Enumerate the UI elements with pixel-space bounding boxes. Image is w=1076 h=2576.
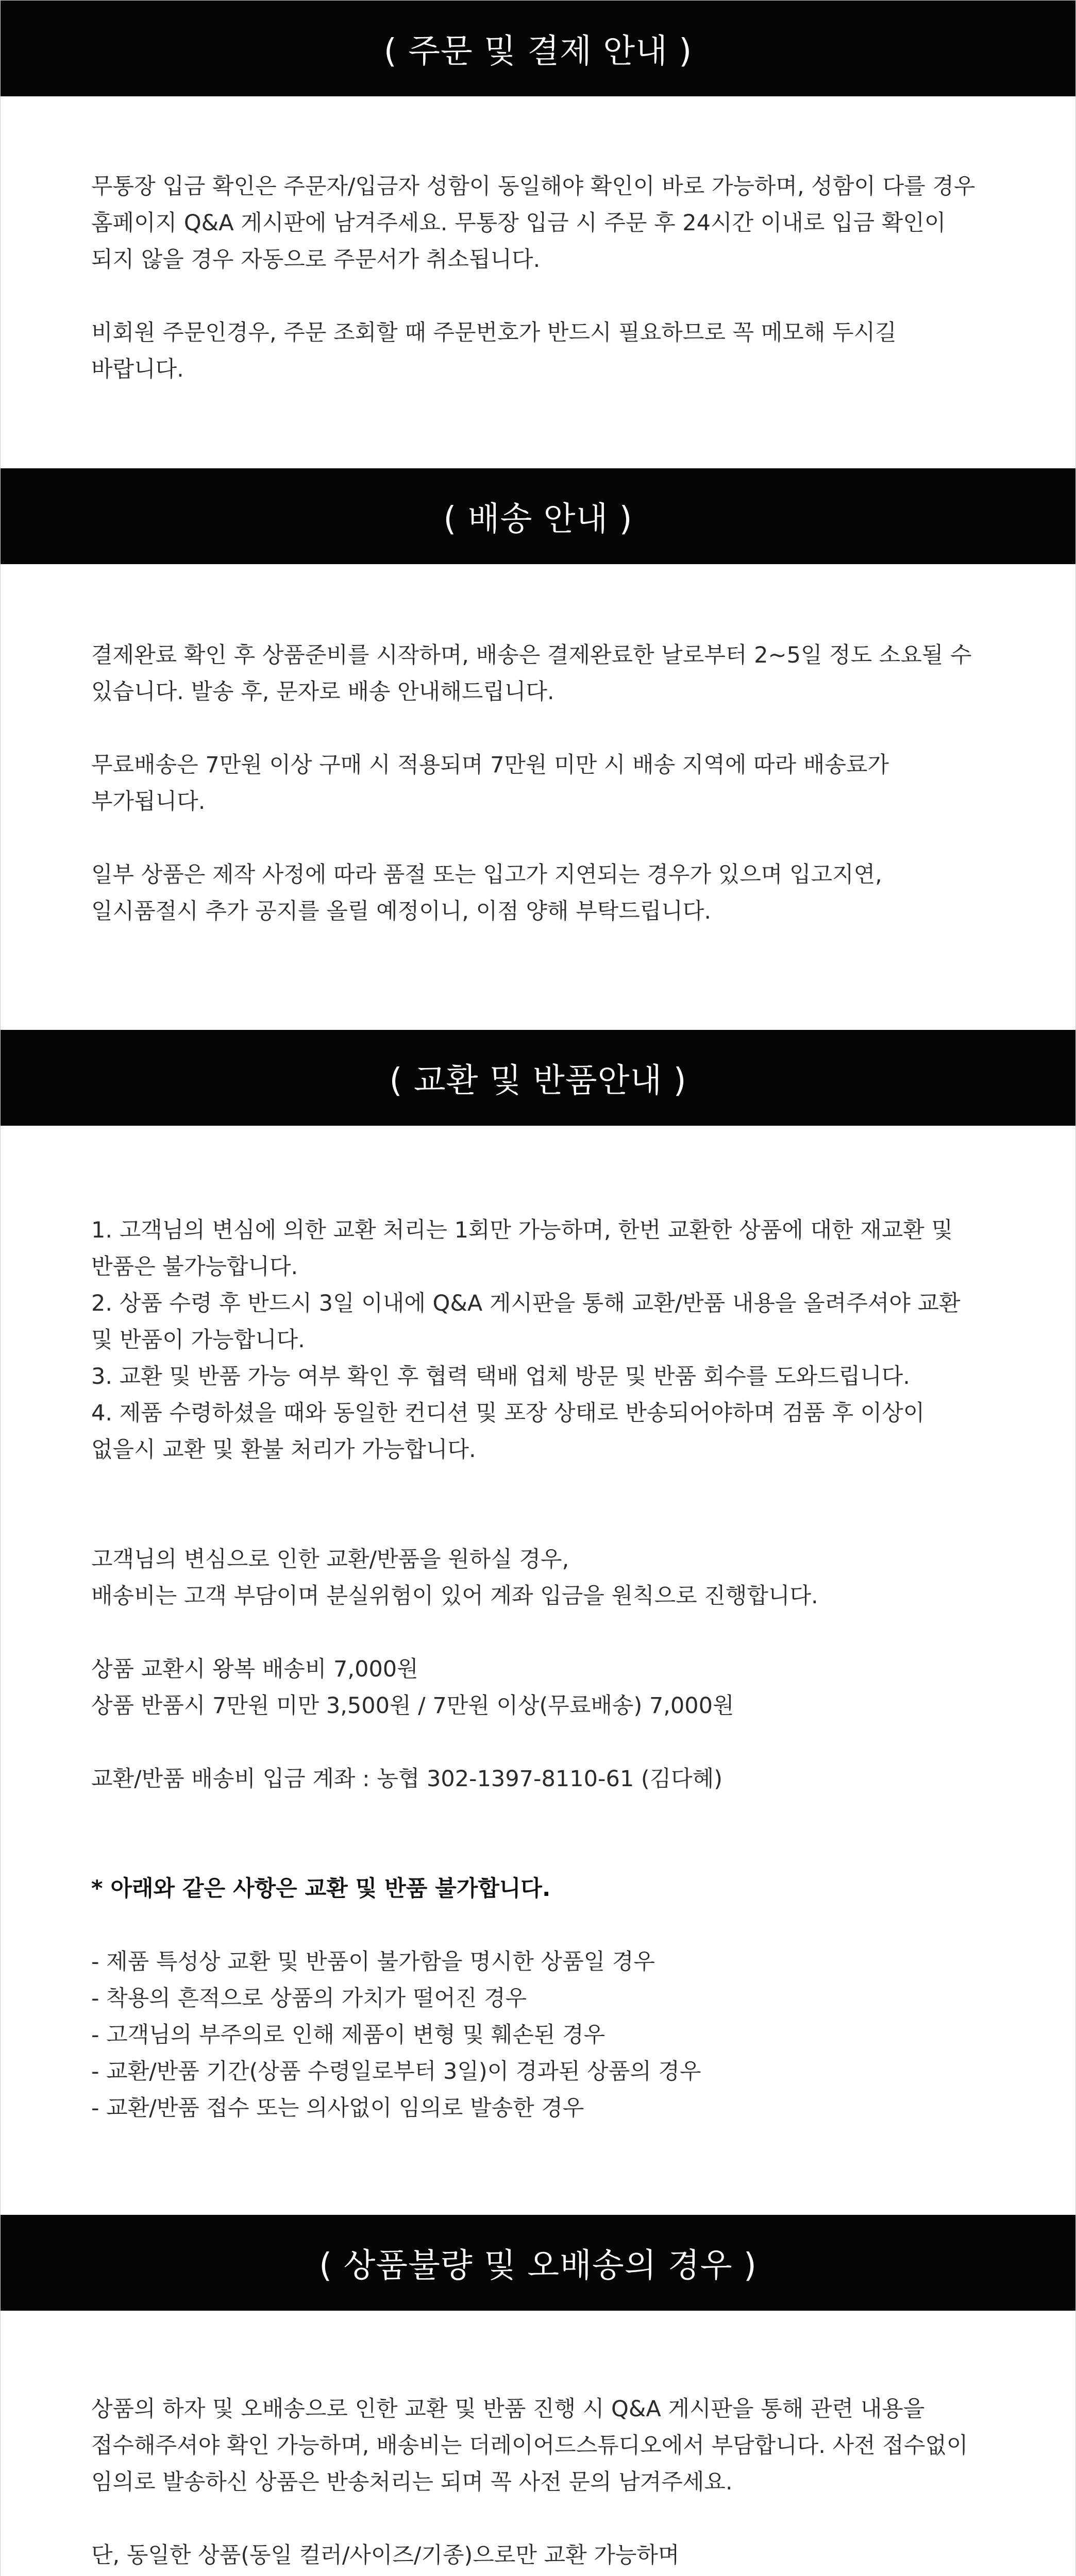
section-body-shipping [91, 637, 978, 930]
notice-item: - 제품 특성상 교환 및 반품이 불가함을 명시한 상품일 경우 [91, 1949, 655, 1975]
section-header-order-payment [1, 1, 1075, 96]
list-item: 2. 상품 수령 후 반드시 3일 이내에 Q&A 게시판을 통해 교환/반품 내용을 올려주셔야 교환 및 반품이 가능합니다. [91, 1291, 961, 1353]
paragraph: 결제완료 확인 후 상품준비를 시작하며, 배송은 결제완료한 날로부터 2~5일 정도 소요될 수 있습니다. 발송 후, 문자로 배송 안내해드립니다. [91, 642, 972, 705]
list-item: 1. 고객님의 변심에 의한 교환 처리는 1회만 가능하며, 한번 교환한 상품에 대한 재교환 및 반품은 불가능합니다. [91, 1217, 953, 1280]
section-title: ( 주문 및 결제 안내 ) [383, 32, 693, 71]
paragraph-line: 상품 교환시 왕복 배송비 7,000원 [91, 1656, 418, 1682]
notice-title: * 아래와 같은 사항은 교환 및 반품 불가합니다. [91, 1876, 551, 1902]
paragraph: 일부 상품은 제작 사정에 따라 품절 또는 입고가 지연되는 경우가 있으며 입고지연, 일시품절시 추가 공지를 올릴 예정이니, 이점 양해 부탁드립니다. [91, 862, 882, 924]
paragraph: 무료배송은 7만원 이상 구매 시 적용되며 7만원 미만 시 배송 지역에 따라 배송료가 부가됩니다. [91, 752, 889, 815]
section-body-defect-misdelivery [91, 2391, 978, 2576]
paragraph-line: 상품 반품시 7만원 미만 3,500원 / 7만원 이상(무료배송) 7,000원 [91, 1693, 734, 1719]
section-title: ( 상품불량 및 오배송의 경우 ) [319, 2247, 757, 2285]
section-body-exchange-return [91, 1212, 978, 2127]
section-header-shipping [1, 468, 1075, 564]
paragraph: 비회원 주문인경우, 주문 조회할 때 주문번호가 반드시 필요하므로 꼭 메모해 두시길 바랍니다. [91, 320, 897, 382]
section-title: ( 교환 및 반품안내 ) [389, 1062, 687, 1100]
section-header-exchange-return [1, 1030, 1075, 1126]
notice-item: - 교환/반품 기간(상품 수령일로부터 3일)이 경과된 상품의 경우 [91, 2059, 701, 2084]
paragraph-line [91, 2574, 978, 2576]
section-title: ( 배송 안내 ) [443, 500, 633, 538]
paragraph: 무통장 입금 확인은 주문자/입금자 성함이 동일해야 확인이 바로 가능하며, 성함이 다를 경우 홈페이지 Q&A 게시판에 남겨주세요. 무통장 입금 시 주문 후 24시간 이내로 입금 확인이 되지 않을 경우 자동으로 주문서가 취소됩니다. [91, 174, 976, 273]
section-body-order-payment [91, 168, 978, 388]
section-header-defect-misdelivery [1, 2215, 1075, 2311]
list-item: 3. 교환 및 반품 가능 여부 확인 후 협력 택배 업체 방문 및 반품 회수를 도와드립니다. [91, 1364, 910, 1389]
notice-item: - 고객님의 부주의로 인해 제품이 변형 및 훼손된 경우 [91, 2022, 606, 2048]
paragraph-line: 배송비는 고객 부담이며 분실위험이 있어 계좌 입금을 원칙으로 진행합니다. [91, 1583, 818, 1609]
bank-account-line: 교환/반품 배송비 입금 계좌 : 농협 302-1397-8110-61 (김다혜) [91, 1766, 723, 1792]
list-item: 4. 제품 수령하셨을 때와 동일한 컨디션 및 포장 상태로 반송되어야하며 검품 후 이상이 없을시 교환 및 환불 처리가 가능합니다. [91, 1400, 925, 1463]
paragraph-line: 고객님의 변심으로 인한 교환/반품을 원하실 경우, [91, 1547, 569, 1572]
notice-item: - 교환/반품 접수 또는 의사없이 임의로 발송한 경우 [91, 2095, 584, 2121]
paragraph: 상품의 하자 및 오배송으로 인한 교환 및 반품 진행 시 Q&A 게시판을 통해 관련 내용을 접수해주셔야 확인 가능하며, 배송비는 더레이어드스튜디오에서 부담합니다. 사전 접수없이 임의로 발송하신 상품은 반송처리는 되며 꼭 사전 문의 남겨주세요. [91, 2396, 968, 2495]
paragraph-line: 단, 동일한 상품(동일 컬러/사이즈/기종)으로만 교환 가능하며 [91, 2543, 680, 2568]
notice-item: - 착용의 흔적으로 상품의 가치가 떨어진 경우 [91, 1986, 527, 2011]
